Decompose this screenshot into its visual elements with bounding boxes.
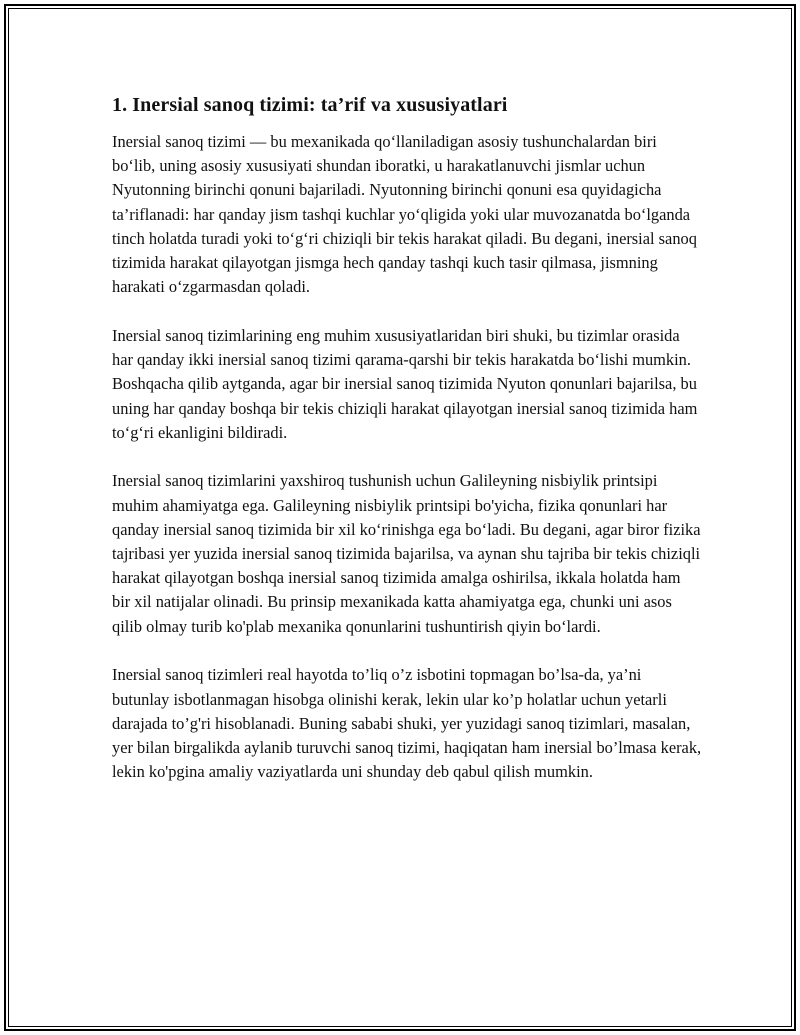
paragraph-3: Inersial sanoq tizimlarini yaxshiroq tushunish uchun Galileyning nisbiylik printsipi muhim ahamiyatga ega. Galileyning nisbiylik printsipi bo'yicha, fizika qonunlari har qanday inersial sanoq tizimida bir xil ko‘rinishga ega bo‘ladi. Bu degani, agar biror fizika tajribasi yer yuzida inersial sanoq tizimida bajarilsa, va aynan shu tajriba bir tekis chiziqli harakat qilayotgan boshqa inersial sanoq tizimida amalga oshirilsa, ikkala holatda ham bir xil natijalar olinadi. Bu prinsip mexanikada katta ahamiyatga ega, chunki uni asos qilib olmay turib ko'plab mexanika qonunlarini tushuntirish qiyin bo‘lardi.	[112, 471, 701, 636]
paragraph-4: Inersial sanoq tizimleri real hayotda to’liq o’z isbotini topmagan bo’lsa-da, ya’ni butunlay isbotlanmagan hisobga olinishi kerak, lekin ular ko’p holatlar uchun yetarli darajada to’g'ri hisoblanadi. Buning sababi shuki, yer yuzidagi sanoq tizimlari, masalan, yer bilan birgalikda aylanib turuvchi sanoq tizimi, haqiqatan ham inersial bo’lmasa kerak, lekin ko'pgina amaliy vaziyatlarda uni shunday deb qabul qilish mumkin.	[112, 665, 702, 782]
document-body	[112, 92, 702, 809]
page-title: 1. Inersial sanoq tizimi: ta’rif va xususiyatlari	[112, 94, 508, 116]
paragraph-2: Inersial sanoq tizimlarining eng muhim xususiyatlaridan biri shuki, bu tizimlar orasida har qanday ikki inersial sanoq tizimi qarama-qarshi bir tekis harakatda bo‘lishi mumkin. Boshqacha qilib aytganda, agar bir inersial sanoq tizimida Nyuton qonunlari bajarilsa, bu uning har qanday boshqa bir tekis chiziqli harakat qilayotgan inersial sanoq tizimida ham to‘g‘ri ekanligini bildiradi.	[112, 325, 698, 442]
paragraph-1: Inersial sanoq tizimi — bu mexanikada qo‘llaniladigan asosiy tushunchalardan biri bo‘lib, uning asosiy xususiyati shundan iboratki, u harakatlanuvchi jismlar uchun Nyutonning birinchi qonuni bajariladi. Nyutonning birinchi qonuni esa quyidagicha ta’riflanadi: har qanday jism tashqi kuchlar yo‘qligida yoki ular muvozanatda bo‘lganda tinch holatda turadi yoki to‘g‘ri chiziqli bir tekis harakat qiladi. Bu degani, inersial sanoq tizimida harakat qilayotgan jismga hech qanday tashqi kuch tasir qilmasa, jismning harakati o‘zgarmasdan qoladi.	[112, 132, 697, 297]
